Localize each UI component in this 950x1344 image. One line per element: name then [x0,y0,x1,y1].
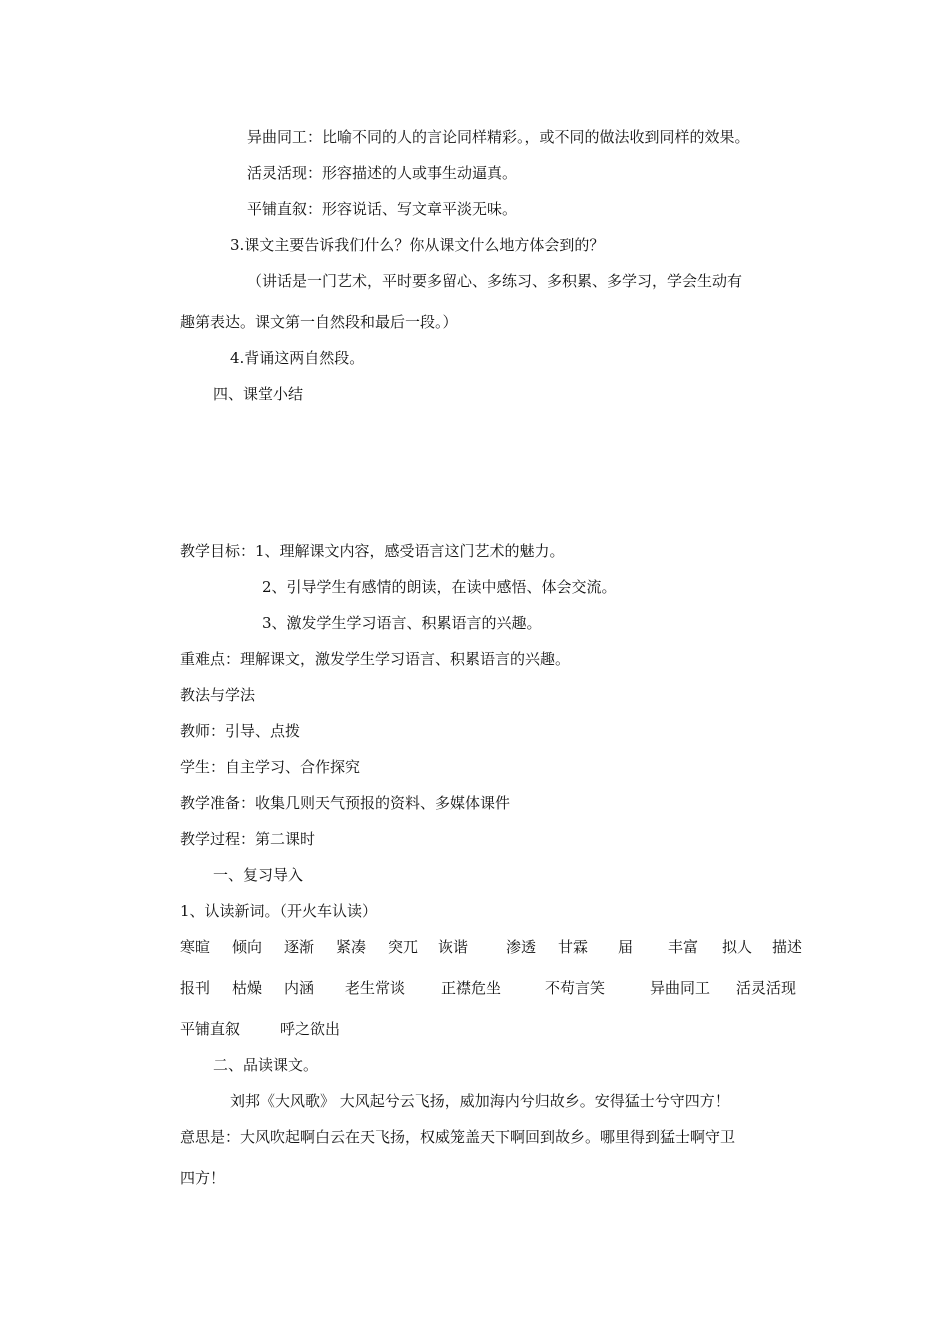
vocab-word: 倾向 [232,938,263,956]
poem-text: 刘邦《大风歌》 大风起兮云飞扬，威加海内兮归故乡。安得猛士兮守四方！ [230,1092,730,1110]
vocab-word: 活灵活现 [736,979,797,997]
vocab-word: 内涵 [284,979,315,997]
vocab-word: 紧凑 [336,938,367,956]
question-3: 3.课文主要告诉我们什么？你从课文什么地方体会到的？ [230,236,605,254]
teacher-method: 教师：引导、点拨 [180,722,301,740]
vocab-word: 平铺直叙 [180,1020,241,1038]
vocab-row-3 [0,1019,950,1039]
vocab-word: 突兀 [388,938,419,956]
key-points: 重难点：理解课文，激发学生学习语言、积累语言的兴趣。 [180,650,571,668]
vocab-word: 逐渐 [284,938,315,956]
vocab-word: 渗透 [506,938,537,956]
vocab-word: 寒暄 [180,938,211,956]
teaching-goal-1: 教学目标：1、理解课文内容，感受语言这门艺术的魅力。 [180,542,565,560]
poem-meaning-line1: 意思是：大风吹起啊白云在天飞扬，权威笼盖天下啊回到故乡。哪里得到猛士啊守卫 [180,1128,736,1146]
vocab-word: 呼之欲出 [280,1020,341,1038]
vocab-intro: 1、认读新词。（开火车认读） [180,902,378,920]
student-method: 学生：自主学习、合作探究 [180,758,361,776]
teaching-prep: 教学准备：收集几则天气预报的资料、多媒体课件 [180,794,511,812]
vocab-word: 丰富 [668,938,699,956]
question-4: 4.背诵这两自然段。 [230,349,365,367]
idiom-yiqu-tonggong: 异曲同工：比喻不同的人的言论同样精彩。，或不同的做法收到同样的效果。 [247,128,750,146]
vocab-word: 报刊 [180,979,211,997]
section-heading-review: 一、复习导入 [213,866,304,884]
vocab-word: 枯燥 [232,979,263,997]
poem-meaning-line2: 四方！ [180,1169,226,1187]
answer-3-line2: 趣第表达。课文第一自然段和最后一段。） [180,313,458,331]
teaching-goal-2: 2、引导学生有感情的朗读，在读中感悟、体会交流。 [262,578,617,596]
vocab-word: 不苟言笑 [545,979,606,997]
answer-3-line1: （讲话是一门艺术，平时要多留心、多练习、多积累、多学习，学会生动有 [247,272,743,290]
vocab-word: 届 [618,938,634,956]
idiom-huoling-huoxian: 活灵活现：形容描述的人或事生动逼真。 [247,164,518,182]
teaching-goal-3: 3、激发学生学习语言、积累语言的兴趣。 [262,614,542,632]
vocab-word: 描述 [772,938,803,956]
vocab-word: 诙谐 [438,938,469,956]
vocab-word: 正襟危坐 [441,979,502,997]
vocab-word: 拟人 [722,938,753,956]
idiom-pingpu-zhixu: 平铺直叙：形容说话、写文章平淡无味。 [247,200,518,218]
vocab-word: 异曲同工 [650,979,711,997]
teaching-process: 教学过程：第二课时 [180,830,316,848]
vocab-word: 甘霖 [558,938,589,956]
vocab-row-1 [0,937,950,957]
section-heading-reading: 二、品读课文。 [213,1056,319,1074]
vocab-row-2 [0,978,950,998]
section-heading-summary: 四、课堂小结 [213,385,304,403]
methods-title: 教法与学法 [180,686,256,704]
vocab-word: 老生常谈 [345,979,406,997]
